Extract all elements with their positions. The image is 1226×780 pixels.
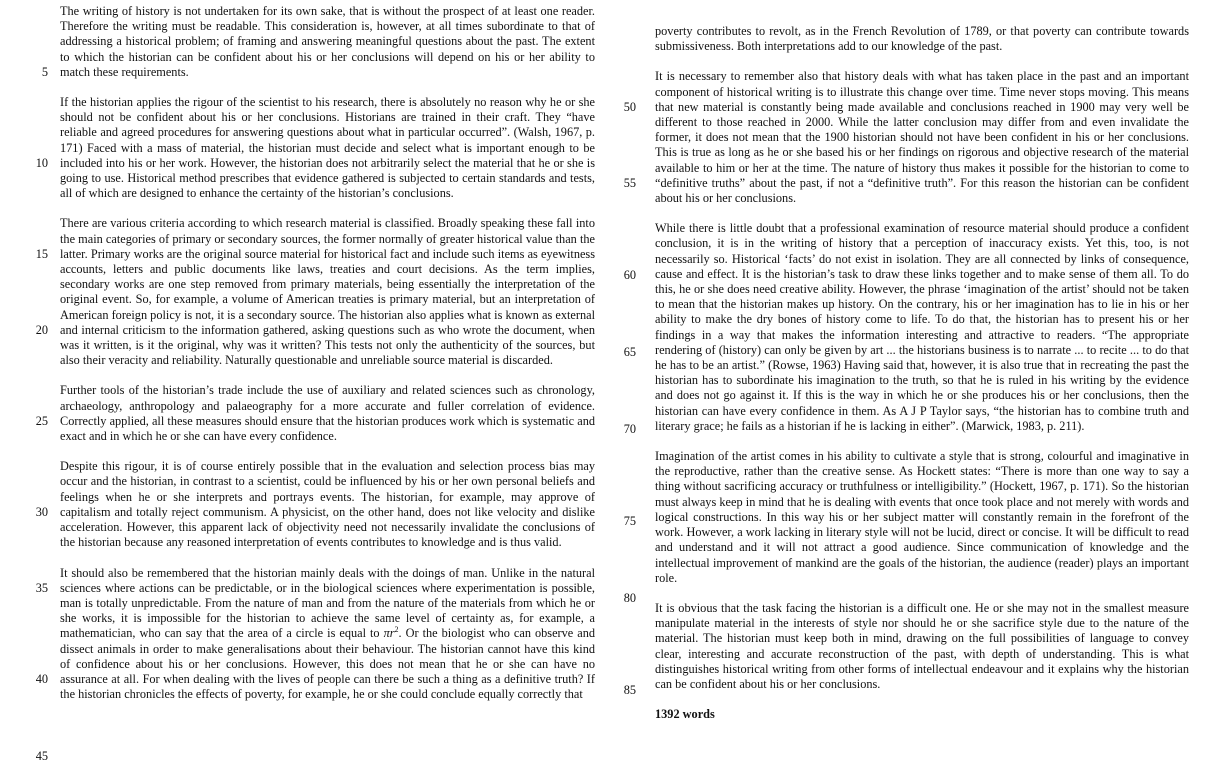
line-number: 5 [41,65,48,79]
line-number: 45 [35,749,48,763]
paragraph: Further tools of the historian’s trade include the use of auxiliary and related sciences such as chronology, archaeology, anthropology and palaeography for a more accurate and fuller correlation of evidence. Correctly applied, all these measures should ensure that the historian produces work which is systematic and exact and in which he or she can have every confidence. [60,383,595,444]
left-text-column [60,4,595,702]
paragraph: There are various criteria according to which research material is classified. Broadly speaking these fall into the main categories of primary or secondary sources, the former normally of greater historical value than the latter. Primary works are the original source material for historical fact and include such items as eyewitness accounts, letters and public documents like laws, treaties and court decisions. As the term implies, secondary works are one step removed from primary materials, being essentially the interpretation of the original event. So, for example, a volume of American treaties is primary material, but an interpretation of American foreign policy is not, it is a secondary source. The historian also applies what is known as external and internal criticism to the information gathered, asking questions such as who wrote the document, when was it written, is it the original, why was it written? This tests not only the authenticity of the sources, but also their veracity and reliability. Naturally questionable and unreliable source material is discarded. [60,216,595,368]
paragraph: Despite this rigour, it is of course entirely possible that in the evaluation and selection process bias may occur and the historian, in contrast to a scientist, could be influenced by his or her own personal beliefs and feelings when he or she interprets and portrays events. The historian, for example, may approve of capitalism and totally reject communism. A physicist, on the other hand, does not like velocity and dislike acceleration. However, this apparent lack of objectivity need not necessarily invalidate the conclusions of the historian because any reasoned interpretation of events contributes to knowledge and is thus valid. [60,459,595,550]
right-text-column [655,24,1189,722]
line-number: 70 [623,422,636,436]
line-number: 55 [623,176,636,190]
paragraph [60,566,595,703]
line-number: 15 [35,247,48,261]
paragraph-text: . Or the biologist who can observe and dissect animals in order to make generalisations about their behaviour. The historian cannot have this kind of confidence about his or her conclusions. However, this does not mean that he or she can have no assurance at all. For when dealing with the lives of people can there be such a thing as a definitive truth? If the historian chronicles the effects of poverty, for example, he or she could conclude equally correctly that [60,626,595,702]
line-number: 75 [623,514,636,528]
word-count: 1392 words [655,707,715,722]
line-number: 10 [35,156,48,170]
line-number: 65 [623,345,636,359]
paragraph: While there is little doubt that a professional examination of resource material should produce a confident conclusion, it is in the writing of history that a perception of inaccuracy exists. Yet this, too, is not necessarily so. Historical ‘facts’ do not exist in isolation. They are all connected by links of consequence, cause and effect. It is the historian’s task to draw these links together and to make sense of them all. To do this, he or she does need creative ability. However, the phrase ‘imagination of the artist’ should not be taken to mean that the historian makes up history. On the contrary, his or her imagination has to lie in his or her ability to make the dry bones of history come to life. To do that, the historian has to present his or her findings in a way that makes the information interesting and attractive to readers. “The appropriate rendering of (history) can only be given by art ... the historians business is to narrate ... to recite ... to do that he has to be an artist.” (Rowse, 1963) Having said that, however, it is also true that in recreating the past the historian has to subordinate his imagination to the truth, so that he is ruled in his writing by the evidence and does not go against it. If this is the way in which he or she produces his or her conclusions, then the historian can have every confidence in them. As A J P Taylor says, “the historian has to combine truth and literary grace; he fails as a historian if he is lacking in either”. (Marwick, 1983, p. 211). [655,221,1189,433]
superscript: 2 [394,625,399,635]
paragraph: It is obvious that the task facing the historian is a difficult one. He or she may not in the smallest measure manipulate material in the interests of style nor should he or she sacrifice style due to the nature of the material. The historian must keep both in mind, drawing on the full possibilities of language to convey clear, interesting and accurate reconstruction of the past, with depth of understanding. This is what distinguishes historical writing from other forms of intellectual endeavour and it explains why the historian can be confident about his or her conclusions. [655,600,1189,691]
line-number: 35 [35,581,48,595]
paragraph: Imagination of the artist comes in his ability to cultivate a style that is strong, colourful and imaginative in the reproductive, rather than the creative sense. As Hockett states: “There is more than one way to say a thing without sacrificing accuracy or truthfulness or intelligibility.” (Hockett, 1967, p. 171). So the historian must always keep in mind that he is dealing with events that once took place and not merely with words and logical constructions. In this way his or her subject matter will constantly remain in the forefront of the work. However, a work lacking in literary style will not be lucid, direct or concise. It will be difficult to read and understand and it will not attract a good audience. Since communication of knowledge and the intellectual improvement of mankind are the goals of the historian, the audience (reader) plays an important role. [655,449,1189,585]
line-number: 50 [623,100,636,114]
paragraph: If the historian applies the rigour of the scientist to his research, there is absolutely no reason why he or she should not be confident about his or her conclusions. Historians are trained in their craft. They “have reliable and agreed procedures for answering questions about what in particular occurred”. (Walsh, 1967, p. 171) Faced with a mass of material, the historian must decide and select what is important enough to be included into his or her work. However, the historian does not arbitrarily select the material that he or she is going to use. Historical method prescribes that evidence gathered is subjected to certain standards and tests, all of which are designed to enhance the certainty of the historian’s conclusions. [60,95,595,201]
line-number: 20 [35,323,48,337]
pi-r-symbol: πr [383,626,395,641]
line-number: 60 [623,268,636,282]
line-number: 85 [623,683,636,697]
line-number: 40 [35,672,48,686]
paragraph-text: It should also be remembered that the historian mainly deals with the doings of man. Unlike in the natural sciences where actions can be predictable, or in the biological sciences where experimentation is possible, man is totally unpredictable. From the nature of man and from the nature of the materials from which he or she works, it is impossible for the historian to achieve the same level of certainty as, for example, a mathematician, who can say that the area of a circle is equal to [60,565,595,641]
paragraph: The writing of history is not undertaken for its own sake, that is without the prospect of at least one reader. Therefore the writing must be readable. This consideration is, however, at all times subordinate to that of addressing a historical problem; of framing and answering meaningful questions about the past. The extent to which the historian can be confident about his or her conclusions will depend on his or her ability to match these requirements. [60,4,595,79]
paragraph: poverty contributes to revolt, as in the French Revolution of 1789, or that poverty can contribute towards submissiveness. Both interpretations add to our knowledge of the past. [655,24,1189,54]
paragraph: It is necessary to remember also that history deals with what has taken place in the past and an important component of historical writing is to illustrate this change over time. Time never stops moving. This means that new material is constantly being made available and conclusions reached in 1900 may very well be different to those reached in 2000. While the latter conclusion may differ from and even invalidate the former, it does not mean that the 1900 historian should not have been confident in his or her conclusions. This is true as long as he or she based his or her findings on rigorous and objective research of the material available to him or her at the time. The nature of history thus makes it possible for the historian to come to “definitive truths” about the past, if not a “definitive truth”. For this reason the historian can be confident about his or her conclusions. [655,69,1189,206]
line-number: 80 [623,591,636,605]
line-number: 25 [35,414,48,428]
line-number: 30 [35,505,48,519]
